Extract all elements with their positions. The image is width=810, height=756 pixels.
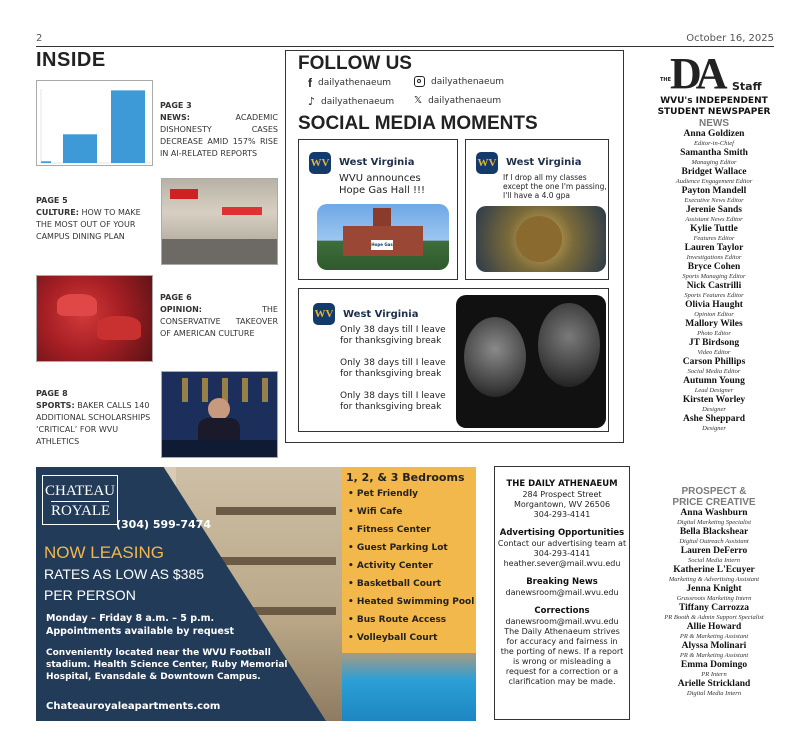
inside-chart-thumb[interactable] [36,80,153,166]
tagline-2: STUDENT NEWSPAPER [657,107,771,117]
staff-name: Payton Mandell [681,186,747,196]
prospect-heading-1: PROSPECT & [681,486,747,497]
two-faces-photo [456,295,606,428]
staff-name: Emma Domingo [680,660,748,670]
facebook-handle: dailyathenaeum [318,78,392,88]
amenity-item: • Fitness Center [348,525,431,535]
inside-item-2-headline: HOW TO MAKE THE MOST OUT OF YOUR CAMPUS DINING PLAN [36,208,141,241]
staff-word: Staff [732,80,762,93]
ad-location: Conveniently located near the WVU Football stadium. Health Science Center, Ruby Memorial Hospital, Evansdale & Downtown Campus. [46,648,288,682]
x-handle: dailyathenaeum [428,95,502,106]
staff-role: Assistant News Editor [685,216,743,223]
dining-sign [170,189,198,199]
staff-name: Ashe Sheppard [682,414,746,424]
da-logo: DA [670,49,722,98]
staff-name: Samantha Smith [680,148,748,158]
social-moments-title: SOCIAL MEDIA MOMENTS [298,113,538,134]
chateau-royale-ad[interactable] [36,467,476,721]
inside-item-4-headline: BAKER CALLS 140 ADDITIONAL SCHOLARSHIPS ‘CRITICAL’ FOR WVU ATHLETICS [36,401,151,446]
staff-name: Anna Washburn [680,508,748,518]
info-title: THE DAILY ATHENAEUM [506,479,618,489]
header-rule [36,46,774,47]
staff-role: Audience Engagement Editor [675,178,753,185]
staff-role: Features Editor [693,235,735,242]
staff-column [646,49,782,433]
advertising-email[interactable]: heather.sever@mail.wvu.edu [503,559,621,568]
staff-role: Video Editor [697,349,731,356]
issue-date: October 16, 2025 [686,33,774,44]
staff-role: Social Media Editor [687,368,741,375]
inside-item-1-section: NEWS: [160,113,190,122]
staff-role: Designer [702,425,726,432]
inside-item-4-page: PAGE 8 [36,389,68,398]
rates-line-2: PER PERSON [44,587,136,603]
dining-photo[interactable] [161,178,278,265]
x-icon: 𝕏 [414,95,423,106]
staff-role: PR Intern [701,671,727,678]
staff-name: Carson Phillips [682,357,746,367]
staff-name: Mallory Wiles [685,319,743,329]
amenities-panel [342,467,476,721]
staff-role: PR Booth & Admin Support Specialist [664,614,764,621]
wv-logo-icon: WV [313,303,335,325]
staff-name: Nick Castrilli [686,281,742,291]
inside-item-4-section: SPORTS: [36,401,75,410]
amenity-item: • Bus Route Access [348,615,447,625]
staff-name: Kirsten Worley [682,395,746,405]
staff-name: Allie Howard [686,622,742,632]
staff-role: Managing Editor [691,159,737,166]
dining-banner [222,207,262,215]
staff-role: Digital Outreach Assistant [679,538,749,545]
amenity-item: • Activity Center [348,561,433,571]
social-post-1[interactable] [298,139,458,280]
prospect-staff-list [646,508,782,698]
post-account: West Virginia [339,157,415,168]
staff-name: Autumn Young [683,376,745,386]
face-left [464,317,526,397]
news-staff-list [646,129,782,433]
staff-role: Sports Features Editor [684,292,744,299]
prospect-column [646,486,782,698]
inside-title: INSIDE [36,49,106,71]
inside-item-1-headline: ACADEMIC DISHONESTY CASES DECREASE AMID 157% RISE IN AI-RELATED REPORTS [160,113,278,158]
inside-bar-chart [37,81,153,166]
amenity-item: • Volleyball Court [348,633,438,643]
monkey-photo [476,206,606,272]
brand-line-2: ROYALE [51,503,111,519]
staff-name: Olivia Haught [685,300,743,310]
staff-role: Executive News Editor [684,197,744,204]
amenity-item: • Basketball Court [348,579,442,589]
inside-item-4[interactable] [36,388,154,448]
staff-name: Jerenie Sands [685,205,743,215]
podium [162,440,278,458]
social-post-3[interactable] [298,288,609,432]
info-phone: 304-293-4141 [533,510,591,519]
hours-line-2: Appointments available by request [46,626,235,637]
news-heading: NEWS [699,118,729,129]
post-account: West Virginia [506,157,582,168]
dining-floor [162,239,278,265]
info-address-1: 284 Prospect Street [522,490,602,499]
staff-role: Social Media Intern [688,557,740,564]
wv-logo-icon: WV [476,152,498,174]
facebook-icon: f [308,76,312,90]
now-leasing: NOW LEASING [44,543,164,562]
tagline-1: WVU's INDEPENDENT [660,96,768,106]
instagram-link[interactable] [414,76,504,87]
staff-role: PR & Marketing Assistant [679,652,749,659]
inside-item-3-page: PAGE 6 [160,293,192,302]
balcony [216,557,336,565]
staff-role: Digital Media Intern [686,690,742,697]
monkey-face [516,216,562,262]
advertising-text: Contact our advertising team at [497,539,627,548]
follow-us-box [285,50,624,443]
balcony [216,507,336,515]
staff-name: Tiffany Carrozza [678,603,750,613]
staff-name: Bryce Cohen [687,262,741,272]
staff-name: Bella Blackshear [679,527,749,537]
staff-role: Designer [702,406,726,413]
advertising-phone: 304-293-4141 [533,549,591,558]
chart-bar [111,90,145,163]
staff-name: JT Birdsong [688,338,740,348]
staff-role: PR & Marketing Assistant [679,633,749,640]
follow-us-title: FOLLOW US [298,53,412,74]
facebook-link[interactable] [308,76,391,90]
chateau-logo [42,475,118,525]
ad-phone: (304) 599-7474 [116,518,211,531]
x-link[interactable] [414,95,501,106]
face-right [538,303,600,387]
wv-logo-icon: WV [309,152,331,174]
post-line: Only 38 days till I leave for thanksgiving break [340,391,446,412]
staff-name: Alyssa Molinari [681,641,747,651]
amenity-item: • Guest Parking Lot [348,543,448,553]
staff-name: Lauren DeFerro [680,546,748,556]
staff-name: Kylie Tuttle [690,224,738,234]
page-number: 2 [36,33,43,44]
staff-role: Sports Managing Editor [682,273,746,280]
inside-item-3[interactable] [160,292,278,340]
amenity-item: • Wifi Cafe [348,507,403,517]
staff-name: Bridget Wallace [681,167,747,177]
staff-role: Marketing & Advertising Assistant [668,576,760,583]
inside-item-3-headline: THE CONSERVATIVE TAKEOVER OF AMERICAN CULTURE [160,305,278,338]
staff-name: Jenna Knight [686,584,742,594]
post-line: Only 38 days till I leave for thanksgiving break [340,358,446,379]
breaking-heading: Breaking News [526,577,598,587]
corrections-email[interactable]: danewsroom@mail.wvu.edu [505,617,619,626]
instagram-icon [414,76,425,87]
hats-photo[interactable] [36,275,153,362]
breaking-email[interactable]: danewsroom@mail.wvu.edu [505,588,619,597]
red-hat [97,316,141,340]
info-address-2: Morgantown, WV 26506 [513,500,611,509]
amenity-list [342,484,476,647]
masthead-the: THE [660,77,672,83]
tiktok-icon: ♪ [308,95,316,108]
press-conference-photo[interactable] [161,371,278,458]
inside-item-1[interactable] [160,100,278,160]
brand-line-1: CHATEAU [45,483,115,499]
post-account: West Virginia [343,309,419,320]
post-line: Only 38 days till I leave for thanksgiving break [340,325,446,346]
inside-item-2[interactable] [36,195,154,243]
staff-name: Arielle Strickland [677,679,751,689]
advertising-heading: Advertising Opportunities [499,528,625,538]
corrections-text: The Daily Athenaeum strives for accuracy and fairness in the porting of news. If a report is wrong or misleading a request for a correction or a clarification may be made. [500,627,624,686]
bedrooms-heading: 1, 2, & 3 Bedrooms [346,471,465,484]
staff-name: Anna Goldizen [683,129,745,139]
masthead [646,49,782,98]
speaker-head [208,398,230,420]
tiktok-link[interactable] [308,95,394,108]
staff-role: Editor-in-Chief [694,140,734,147]
amenity-item: • Heated Swimming Pool [348,597,475,607]
staff-role: Opinion Editor [694,311,734,318]
prospect-heading-2: PRICE CREATIVE [672,497,756,508]
inside-item-1-page: PAGE 3 [160,101,192,110]
chart-bar [63,134,97,163]
inside-item-2-section: CULTURE: [36,208,79,217]
post-text: If I drop all my classes except the one I'm passing, I'll have a 4.0 gpa [503,173,607,200]
pool-photo [342,653,476,721]
staff-name: Lauren Taylor [684,243,744,253]
amenity-item: • Pet Friendly [348,489,419,499]
ad-website[interactable]: Chateauroyaleapartments.com [46,701,221,712]
inside-item-2-page: PAGE 5 [36,196,68,205]
social-post-2[interactable] [465,139,609,280]
staff-name: Katherine L'Ecuyer [673,565,755,575]
chart-bar [41,161,51,163]
hours-line-1: Monday – Friday 8 a.m. – 5 p.m. [46,613,215,624]
staff-role: Digital Marketing Specialist [676,519,752,526]
corrections-heading: Corrections [534,606,590,616]
rates-line-1: RATES AS LOW AS $385 [44,566,205,582]
instagram-handle: dailyathenaeum [431,76,505,87]
tiktok-handle: dailyathenaeum [321,96,395,107]
staff-role: Grassroots Marketing Intern [676,595,752,602]
contact-info-box [494,466,630,720]
staff-role: Photo Editor [697,330,731,337]
red-hat [57,294,97,316]
inside-item-3-section: OPINION: [160,305,203,314]
staff-role: Lead Designer [694,387,734,394]
staff-role: Investigations Editor [686,254,742,261]
post-text: WVU announces Hope Gas Hall !!! [339,173,425,196]
hope-gas-sign: Hope Gas [371,240,393,250]
hope-gas-hall-photo [317,204,449,270]
